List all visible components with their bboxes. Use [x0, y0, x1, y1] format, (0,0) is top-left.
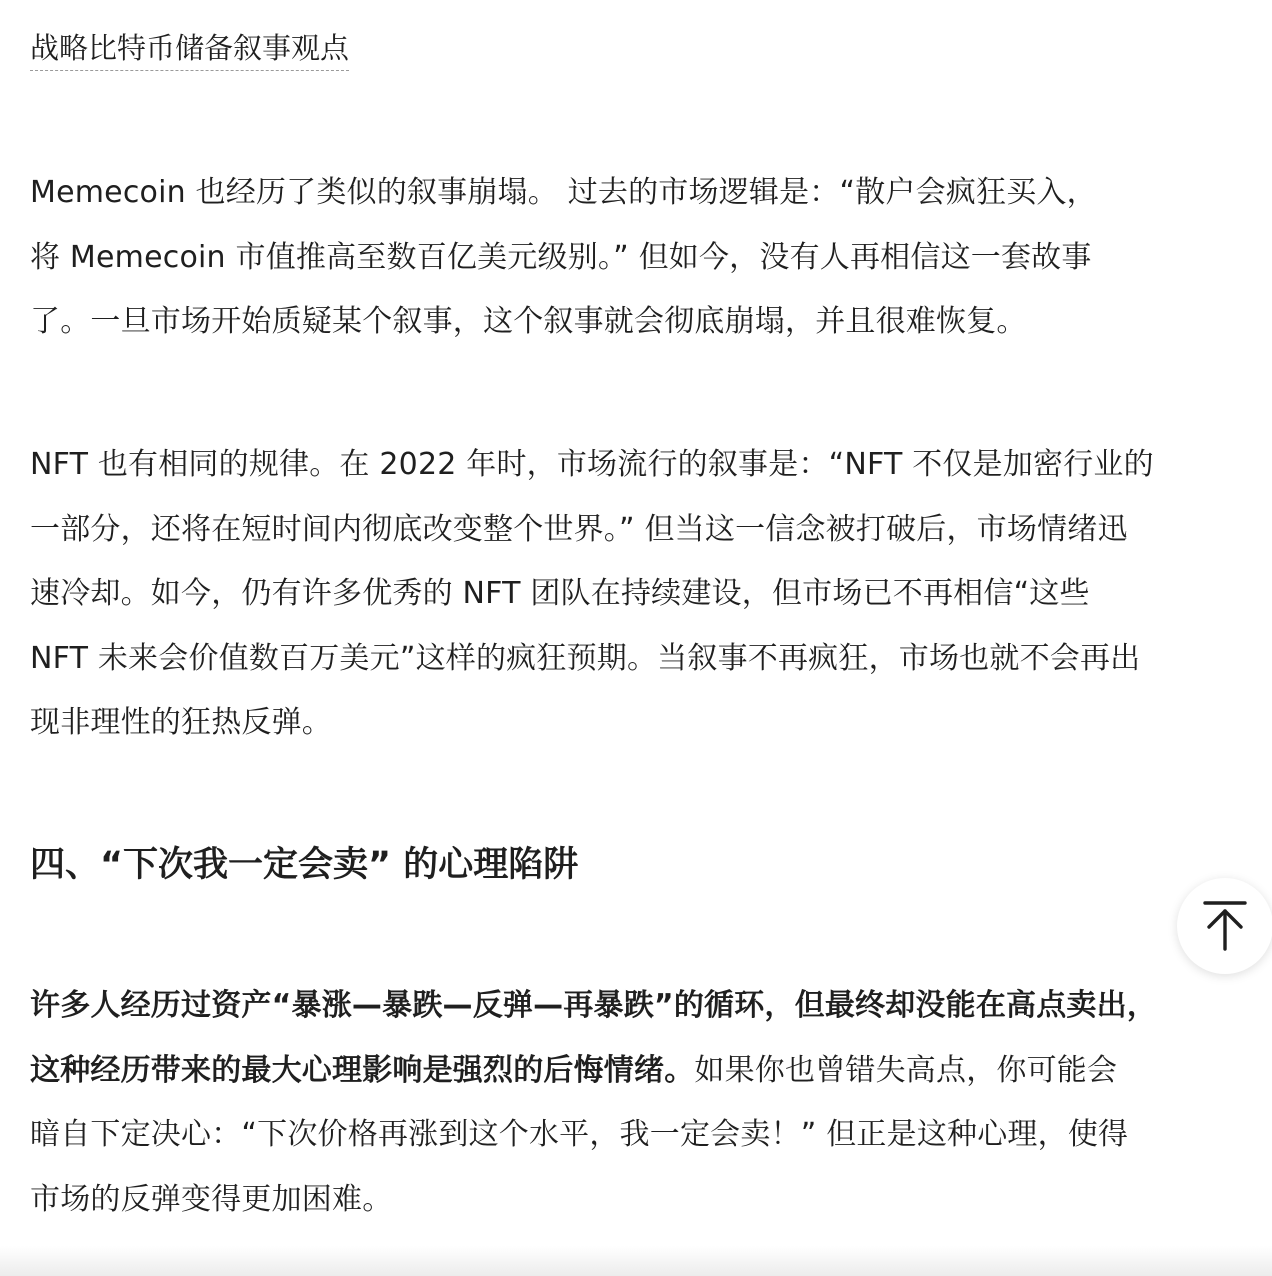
arrow-up-to-top-icon — [1202, 900, 1248, 952]
back-to-top-button[interactable] — [1177, 878, 1272, 974]
paragraph-regret — [30, 974, 1210, 1232]
paragraph-line: 速冷却。如今，仍有许多优秀的 NFT 团队在持续建设，但市场已不再相信“这些 — [30, 576, 1090, 611]
paragraph-line: 将 Memecoin 市值推高至数百亿美元级别。” 但如今，没有人再相信这一套故事 — [30, 239, 1092, 275]
bottom-fade-divider — [0, 1246, 1272, 1276]
paragraph-text: 如果你也曾错失高点，你可能会 — [694, 1052, 1118, 1088]
paragraph-nft — [30, 433, 1210, 756]
paragraph-line: 市场的反弹变得更加困难。 — [30, 1181, 393, 1217]
section-heading: 四、“下次我一定会卖” 的心理陷阱 — [30, 845, 579, 885]
bold-text: 许多人经历过资产“暴涨—暴跌—反弹—再暴跌”的循环，但最终却没能在高点卖出， — [30, 988, 1158, 1023]
paragraph-line: 现非理性的狂热反弹。 — [30, 705, 332, 740]
related-article-link[interactable]: 战略比特币储备叙事观点 — [30, 26, 349, 71]
paragraph-line: NFT 也有相同的规律。在 2022 年时，市场流行的叙事是：“NFT 不仅是加密行业的 — [30, 447, 1154, 482]
paragraph-line — [30, 974, 1210, 1039]
paragraph-line: NFT 未来会价值数百万美元”这样的疯狂预期。当叙事不再疯狂，市场也就不会再出 — [30, 640, 1141, 676]
paragraph-memecoin — [30, 161, 1210, 355]
paragraph-line: 了。一旦市场开始质疑某个叙事，这个叙事就会彻底崩塌，并且很难恢复。 — [30, 304, 1027, 339]
paragraph-line — [30, 1039, 1210, 1104]
paragraph-line: Memecoin 也经历了类似的叙事崩塌。 过去的市场逻辑是：“散户会疯狂买入， — [30, 175, 1097, 210]
bold-text: 这种经历带来的最大心理影响是强烈的后悔情绪。 — [30, 1052, 695, 1088]
paragraph-line: 暗自下定决心：“下次价格再涨到这个水平，我一定会卖！” 但正是这种心理，使得 — [30, 1117, 1129, 1152]
paragraph-line: 一部分，还将在短时间内彻底改变整个世界。” 但当这一信念被打破后，市场情绪迅 — [30, 511, 1128, 547]
